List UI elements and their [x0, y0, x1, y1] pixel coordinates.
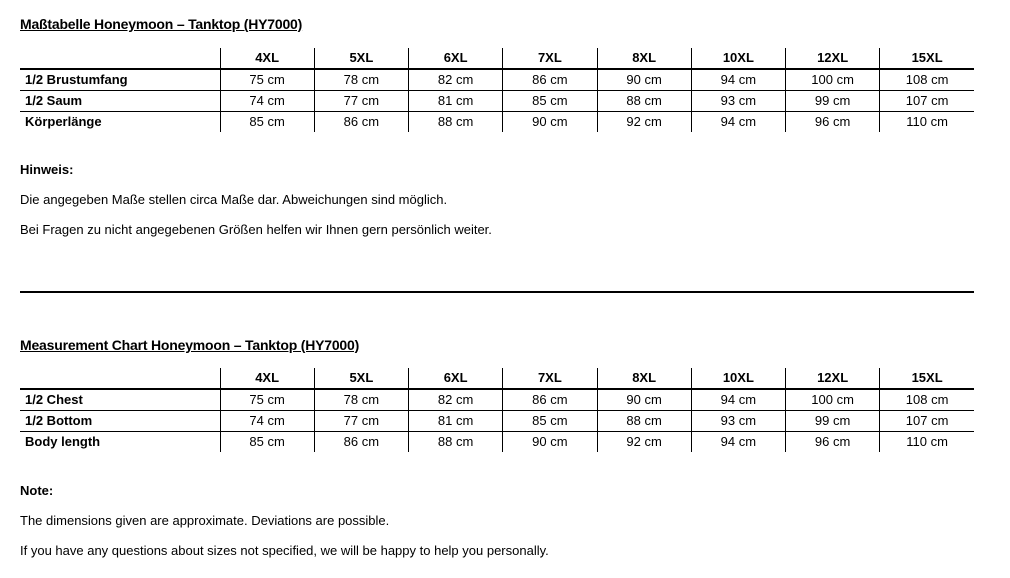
size-header-5xl: 5XL — [314, 48, 408, 69]
chart-title-en: Measurement Chart Honeymoon – Tanktop (HY7000) — [20, 337, 360, 353]
row-label: 1/2 Saum — [20, 91, 220, 112]
table-cell: 96 cm — [786, 432, 880, 453]
table-cell: 90 cm — [503, 432, 597, 453]
table-cell: 81 cm — [409, 91, 503, 112]
size-header-row — [20, 48, 974, 69]
table-cell: 96 cm — [786, 112, 880, 133]
table-cell: 85 cm — [503, 91, 597, 112]
table-cell: 107 cm — [880, 91, 974, 112]
size-header-4xl: 4XL — [220, 48, 314, 69]
table-cell: 77 cm — [314, 91, 408, 112]
table-cell: 108 cm — [880, 69, 974, 91]
table-cell: 75 cm — [220, 389, 314, 411]
table-corner — [20, 368, 220, 389]
table-cell: 88 cm — [409, 432, 503, 453]
size-header-8xl: 8XL — [597, 48, 691, 69]
table-cell: 74 cm — [220, 411, 314, 432]
row-label: Körperlänge — [25, 114, 102, 129]
note-line-en-2: If you have any questions about sizes not specified, we will be happy to help you personally. — [20, 543, 549, 558]
size-header-7xl: 7XL — [503, 48, 597, 69]
note-heading-de: Hinweis: — [20, 162, 74, 177]
table-cell: 78 cm — [314, 389, 408, 411]
table-cell: 88 cm — [597, 411, 691, 432]
table-row — [20, 389, 974, 411]
table-cell: 85 cm — [220, 432, 314, 453]
size-header-10xl: 10XL — [691, 48, 785, 69]
table-cell: 85 cm — [220, 112, 314, 133]
row-label: 1/2 Brustumfang — [20, 69, 220, 91]
table-cell: 100 cm — [786, 69, 880, 91]
table-cell: 77 cm — [314, 411, 408, 432]
table-cell: 100 cm — [786, 389, 880, 411]
size-header-15xl: 15XL — [880, 48, 974, 69]
table-cell: 108 cm — [880, 389, 974, 411]
table-cell: 94 cm — [691, 432, 785, 453]
size-header-10xl: 10XL — [691, 368, 785, 389]
table-cell: 99 cm — [786, 91, 880, 112]
size-header-15xl: 15XL — [880, 368, 974, 389]
table-corner — [20, 48, 220, 69]
table-cell: 75 cm — [220, 69, 314, 91]
table-cell: 92 cm — [597, 112, 691, 133]
size-table-de — [20, 48, 974, 132]
table-row — [20, 411, 974, 432]
table-cell: 93 cm — [691, 91, 785, 112]
table-cell: 78 cm — [314, 69, 408, 91]
table-row — [20, 112, 974, 133]
note-line-de-2: Bei Fragen zu nicht angegebenen Größen helfen wir Ihnen gern persönlich weiter. — [20, 222, 492, 237]
table-cell: 92 cm — [597, 432, 691, 453]
table-cell: 99 cm — [786, 411, 880, 432]
table-cell: 88 cm — [409, 112, 503, 133]
table-cell: 74 cm — [220, 91, 314, 112]
table-cell: 86 cm — [314, 432, 408, 453]
table-cell: 86 cm — [503, 389, 597, 411]
size-header-6xl: 6XL — [409, 368, 503, 389]
size-header-row — [20, 368, 974, 389]
size-header-6xl: 6XL — [409, 48, 503, 69]
chart-title-de: Maßtabelle Honeymoon – Tanktop (HY7000) — [20, 16, 303, 32]
table-cell: 93 cm — [691, 411, 785, 432]
row-label: 1/2 Bottom — [20, 411, 220, 432]
table-cell: 110 cm — [880, 112, 974, 133]
table-row — [20, 432, 974, 453]
table-cell: 94 cm — [691, 389, 785, 411]
note-line-en-1: The dimensions given are approximate. Deviations are possible. — [20, 513, 390, 528]
size-header-12xl: 12XL — [786, 368, 880, 389]
size-header-12xl: 12XL — [786, 48, 880, 69]
table-cell: 90 cm — [597, 69, 691, 91]
row-label: 1/2 Chest — [20, 389, 220, 411]
table-row — [20, 91, 974, 112]
table-cell: 107 cm — [880, 411, 974, 432]
size-header-5xl: 5XL — [314, 368, 408, 389]
size-header-4xl: 4XL — [220, 368, 314, 389]
section-divider — [20, 291, 974, 293]
table-cell: 82 cm — [409, 69, 503, 91]
table-cell: 90 cm — [503, 112, 597, 133]
table-cell: 86 cm — [314, 112, 408, 133]
note-line-de-1: Die angegeben Maße stellen circa Maße dar. Abweichungen sind möglich. — [20, 192, 448, 207]
table-cell: 110 cm — [880, 432, 974, 453]
table-row — [20, 69, 974, 91]
size-table-en — [20, 368, 974, 452]
table-cell: 94 cm — [691, 112, 785, 133]
size-header-7xl: 7XL — [503, 368, 597, 389]
table-cell: 85 cm — [503, 411, 597, 432]
table-cell: 90 cm — [597, 389, 691, 411]
table-cell: 94 cm — [691, 69, 785, 91]
table-cell: 82 cm — [409, 389, 503, 411]
size-header-8xl: 8XL — [597, 368, 691, 389]
note-heading-en: Note: — [20, 483, 54, 498]
row-label: Body length — [25, 434, 101, 449]
table-cell: 86 cm — [503, 69, 597, 91]
table-cell: 81 cm — [409, 411, 503, 432]
table-cell: 88 cm — [597, 91, 691, 112]
